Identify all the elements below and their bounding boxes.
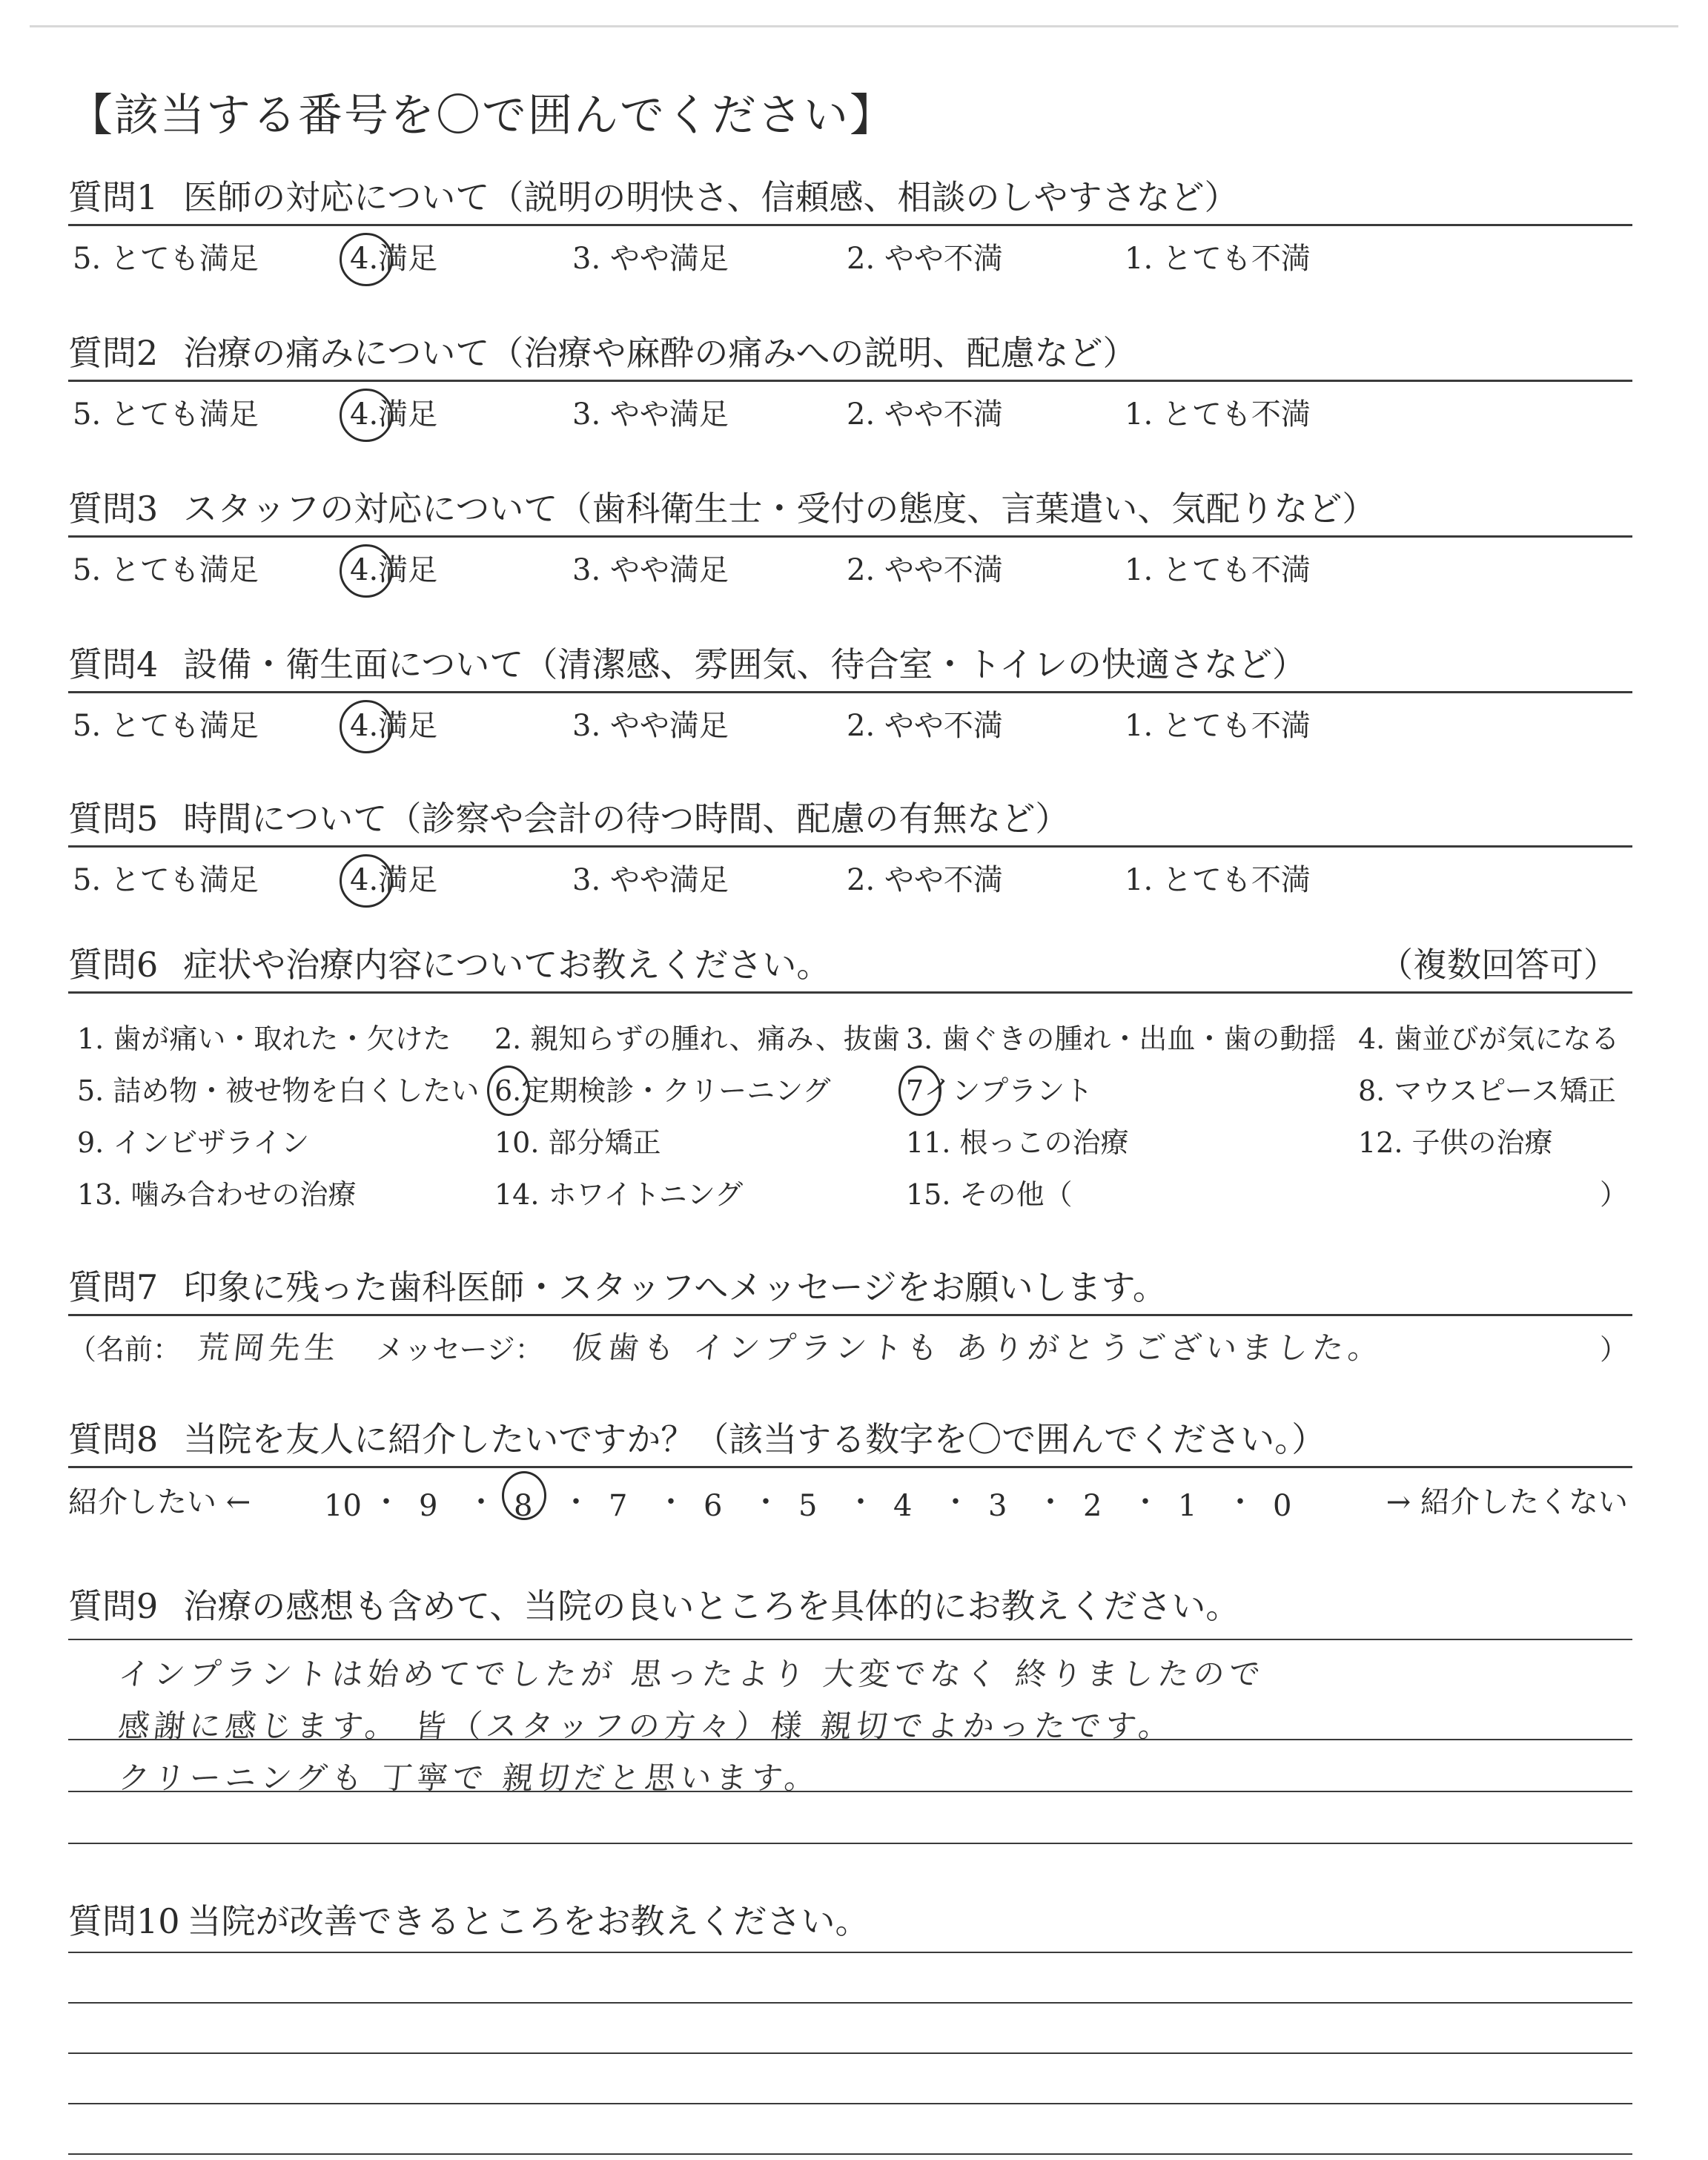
symptom-option-14[interactable]: 14. ホワイトニング bbox=[494, 1178, 744, 1211]
answer-line bbox=[68, 2153, 1632, 2155]
rating-option-1[interactable]: 1. とても不満 bbox=[1125, 709, 1311, 743]
question-6 bbox=[68, 938, 1632, 1213]
rating-option-2[interactable]: 2. やや不満 bbox=[847, 397, 1003, 432]
scale-separator: ・ bbox=[1036, 1485, 1065, 1519]
scale-value-2[interactable]: 2 bbox=[1083, 1489, 1102, 1523]
question-number: 質問6 bbox=[68, 945, 159, 985]
question-9 bbox=[68, 1579, 1632, 1633]
question-9-header bbox=[68, 1579, 1632, 1633]
rating-option-2[interactable]: 2. やや不満 bbox=[847, 553, 1003, 587]
symptom-option-3[interactable]: 3. 歯ぐきの腫れ・出血・歯の動揺 bbox=[906, 1023, 1337, 1055]
scale-value-0[interactable]: 0 bbox=[1273, 1489, 1292, 1523]
question-5 bbox=[68, 792, 1632, 901]
circled-number: 4. bbox=[350, 242, 378, 276]
name-value[interactable]: 荒岡先生 bbox=[196, 1330, 342, 1366]
question-1 bbox=[68, 171, 1632, 280]
question-number: 質問9 bbox=[68, 1586, 159, 1626]
scale-separator: ・ bbox=[1131, 1485, 1160, 1519]
question-number: 質問10 bbox=[68, 1901, 180, 1941]
rating-option-3[interactable]: 3. やや満足 bbox=[572, 397, 729, 432]
rating-option-3[interactable]: 3. やや満足 bbox=[572, 242, 729, 276]
scale-separator: ・ bbox=[941, 1485, 970, 1519]
question-number: 質問8 bbox=[68, 1419, 159, 1459]
rating-option-3[interactable]: 3. やや満足 bbox=[572, 863, 729, 897]
rating-option-5[interactable]: 5. とても満足 bbox=[73, 709, 259, 743]
rating-option-4[interactable]: 4.満足 bbox=[350, 702, 437, 744]
top-border bbox=[30, 25, 1678, 27]
question-7 bbox=[68, 1261, 1632, 1368]
page-title: 【該当する番号を〇で囲んでください】 bbox=[68, 90, 896, 142]
scale-separator: ・ bbox=[656, 1485, 686, 1519]
rating-option-5[interactable]: 5. とても満足 bbox=[73, 553, 259, 587]
message-value[interactable]: 仮歯も インプラントも ありがとうございました。 bbox=[570, 1330, 1386, 1366]
rating-option-1[interactable]: 1. とても不満 bbox=[1125, 242, 1311, 276]
rating-options bbox=[68, 848, 1632, 901]
question-10-header bbox=[68, 1895, 1632, 1948]
answer-line bbox=[68, 2103, 1632, 2104]
question-text: 時間について（診察や会計の待つ時間、配慮の有無など） bbox=[183, 799, 1070, 839]
question-6-header bbox=[68, 938, 1632, 994]
circled-number: 6. bbox=[494, 1074, 521, 1107]
rating-options bbox=[68, 693, 1632, 747]
message-close-paren: ） bbox=[1599, 1333, 1628, 1366]
question-3 bbox=[68, 482, 1632, 591]
question-number: 質問3 bbox=[68, 489, 159, 529]
circled-number: 4. bbox=[350, 397, 378, 432]
question-8-header bbox=[68, 1413, 1632, 1468]
message-label: メッセージ： bbox=[376, 1333, 543, 1366]
scale-separator: ・ bbox=[561, 1485, 591, 1519]
symptom-option-1[interactable]: 1. 歯が痛い・取れた・欠けた bbox=[77, 1023, 451, 1055]
scale-value-3[interactable]: 3 bbox=[988, 1489, 1007, 1523]
answer-line bbox=[68, 1639, 1632, 1640]
scale-value-7[interactable]: 7 bbox=[609, 1489, 628, 1523]
symptom-options bbox=[68, 994, 1632, 1213]
symptom-option-4[interactable]: 4. 歯並びが気になる bbox=[1358, 1023, 1620, 1055]
other-close-paren: ） bbox=[1599, 1178, 1628, 1211]
question-7-header bbox=[68, 1261, 1632, 1316]
symptom-option-9[interactable]: 9. インビザライン bbox=[77, 1126, 310, 1159]
symptom-option-6[interactable]: 6.定期検診・クリーニング bbox=[494, 1068, 831, 1109]
circled-number: 4. bbox=[350, 709, 378, 743]
rating-option-3[interactable]: 3. やや満足 bbox=[572, 553, 729, 587]
rating-option-4[interactable]: 4.満足 bbox=[350, 391, 437, 433]
question-2-header bbox=[68, 326, 1632, 382]
question-5-header bbox=[68, 792, 1632, 848]
scale-separator: ・ bbox=[846, 1485, 875, 1519]
scale-value-5[interactable]: 5 bbox=[798, 1489, 818, 1523]
multiple-answer-note: （複数回答可） bbox=[1379, 945, 1618, 985]
symptom-option-11[interactable]: 11. 根っこの治療 bbox=[906, 1126, 1129, 1159]
question-text: 設備・衛生面について（清潔感、雰囲気、待合室・トイレの快適さなど） bbox=[183, 644, 1307, 684]
rating-option-1[interactable]: 1. とても不満 bbox=[1125, 863, 1311, 897]
answer-line bbox=[68, 1843, 1632, 1844]
answer-line bbox=[68, 1952, 1632, 1953]
question-text: 当院を友人に紹介したいですか？（該当する数字を〇で囲んでください。） bbox=[183, 1419, 1326, 1459]
rating-option-5[interactable]: 5. とても満足 bbox=[73, 397, 259, 432]
rating-option-3[interactable]: 3. やや満足 bbox=[572, 709, 729, 743]
symptom-option-13[interactable]: 13. 噛み合わせの治療 bbox=[77, 1178, 357, 1211]
circled-number: 7 bbox=[906, 1074, 924, 1107]
question-text: 印象に残った歯科医師・スタッフへメッセージをお願いします。 bbox=[183, 1267, 1167, 1307]
feedback-line-1[interactable]: インプラントは始めてでしたが 思ったより 大変でなく 終りましたので bbox=[116, 1656, 1267, 1692]
question-text: 当院が改善できるところをお教えください。 bbox=[187, 1901, 870, 1941]
feedback-line-2[interactable]: 感謝に感じます。 皆（スタッフの方々）様 親切でよかったです。 bbox=[116, 1708, 1176, 1744]
question-10 bbox=[68, 1895, 1632, 1948]
question-4 bbox=[68, 638, 1632, 747]
symptom-option-8[interactable]: 8. マウスピース矯正 bbox=[1358, 1074, 1616, 1107]
rating-option-2[interactable]: 2. やや不満 bbox=[847, 863, 1003, 897]
scale-value-4[interactable]: 4 bbox=[893, 1489, 913, 1523]
rating-option-4[interactable]: 4.満足 bbox=[350, 546, 437, 589]
question-number: 質問7 bbox=[68, 1267, 159, 1307]
rating-option-5[interactable]: 5. とても満足 bbox=[73, 863, 259, 897]
symptom-option-7[interactable]: 7インプラント bbox=[906, 1068, 1093, 1109]
rating-options bbox=[68, 382, 1632, 435]
circled-number: 4. bbox=[350, 863, 378, 897]
question-text: スタッフの対応について（歯科衛生士・受付の態度、言葉遣い、気配りなど） bbox=[183, 489, 1377, 529]
question-1-header bbox=[68, 171, 1632, 226]
question-text: 治療の痛みについて（治療や麻酔の痛みへの説明、配慮など） bbox=[183, 333, 1137, 373]
rating-option-2[interactable]: 2. やや不満 bbox=[847, 709, 1003, 743]
rating-options bbox=[68, 226, 1632, 280]
scale-separator: ・ bbox=[466, 1485, 496, 1519]
message-row bbox=[68, 1316, 1632, 1368]
scale-separator: ・ bbox=[751, 1485, 781, 1519]
rating-option-4[interactable]: 4.満足 bbox=[350, 235, 437, 277]
rating-option-5[interactable]: 5. とても満足 bbox=[73, 242, 259, 276]
symptom-option-12[interactable]: 12. 子供の治療 bbox=[1358, 1126, 1553, 1159]
question-number: 質問4 bbox=[68, 644, 159, 684]
answer-line bbox=[68, 2002, 1632, 2004]
answer-line bbox=[68, 2052, 1632, 2054]
scale-value-8[interactable]: 8 bbox=[514, 1479, 532, 1513]
scale-value-1[interactable]: 1 bbox=[1178, 1489, 1197, 1523]
question-text: 症状や治療内容についてお教えください。 bbox=[183, 945, 831, 985]
name-label: （名前： bbox=[68, 1333, 182, 1366]
symptom-option-5[interactable]: 5. 詰め物・被せ物を白くしたい bbox=[77, 1074, 480, 1107]
scale-right-label: → 紹介したくない bbox=[1386, 1485, 1628, 1519]
scale-value-10[interactable]: 10 bbox=[324, 1489, 362, 1523]
circled-number: 4. bbox=[350, 553, 378, 587]
question-4-header bbox=[68, 638, 1632, 693]
scale-left-label: 紹介したい ← bbox=[68, 1485, 251, 1519]
rating-option-1[interactable]: 1. とても不満 bbox=[1125, 553, 1311, 587]
question-number: 質問1 bbox=[68, 177, 159, 217]
scale-value-9[interactable]: 9 bbox=[419, 1489, 438, 1523]
scale-separator: ・ bbox=[1225, 1485, 1255, 1519]
recommend-scale bbox=[68, 1468, 1632, 1522]
question-3-header bbox=[68, 482, 1632, 538]
rating-option-1[interactable]: 1. とても不満 bbox=[1125, 397, 1311, 432]
symptom-option-10[interactable]: 10. 部分矯正 bbox=[494, 1126, 661, 1159]
symptom-option-15[interactable]: 15. その他（ bbox=[906, 1178, 1073, 1211]
question-number: 質問2 bbox=[68, 333, 159, 373]
feedback-line-3[interactable]: クリーニングも 丁寧で 親切だと思います。 bbox=[116, 1760, 822, 1796]
scale-value-6[interactable]: 6 bbox=[704, 1489, 723, 1523]
scale-separator: ・ bbox=[371, 1485, 401, 1519]
question-text: 治療の感想も含めて、当院の良いところを具体的にお教えください。 bbox=[183, 1586, 1240, 1626]
question-8 bbox=[68, 1413, 1632, 1522]
question-text: 医師の対応について（説明の明快さ、信頼感、相談のしやすさなど） bbox=[183, 177, 1239, 217]
rating-options bbox=[68, 538, 1632, 591]
rating-option-4[interactable]: 4.満足 bbox=[350, 856, 437, 899]
question-2 bbox=[68, 326, 1632, 435]
symptom-option-2[interactable]: 2. 親知らずの腫れ、痛み、抜歯 bbox=[494, 1023, 900, 1055]
rating-option-2[interactable]: 2. やや不満 bbox=[847, 242, 1003, 276]
question-number: 質問5 bbox=[68, 799, 159, 839]
